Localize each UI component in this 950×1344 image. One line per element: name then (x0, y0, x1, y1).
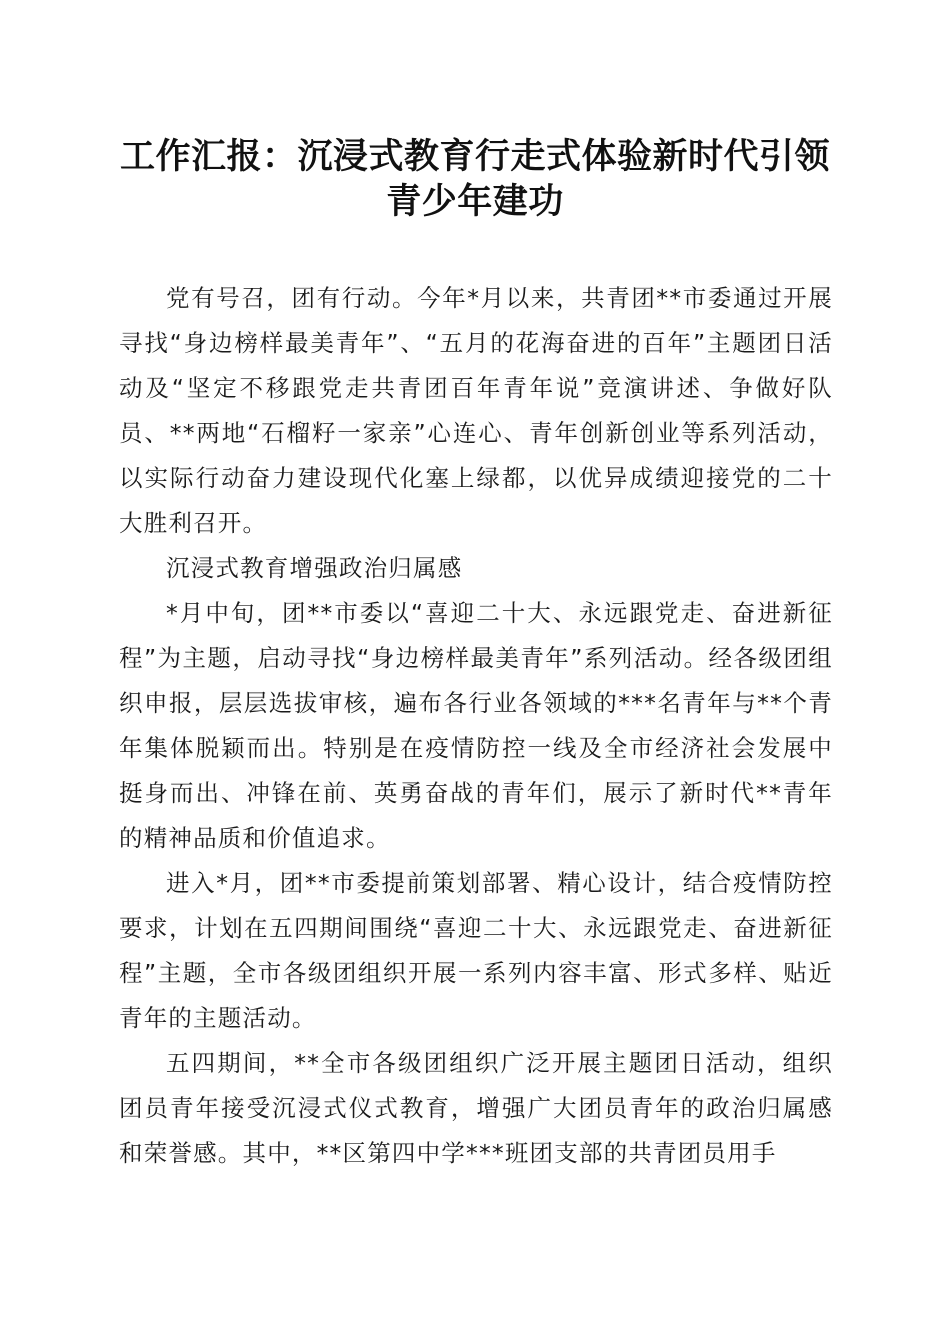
paragraph-planning: 进入*月，团**市委提前策划部署、精心设计，结合疫情防控要求，计划在五四期间围绕“喜迎二十大、永远跟党走、奋进新征程”主题，全市各级团组织开展一系列内容丰富、形式多样、贴近青年的主题活动。 (119, 869, 833, 1032)
paragraph-may-fourth: 五四期间，**全市各级团组织广泛开展主题团日活动，组织团员青年接受沉浸式仪式教育，增强广大团员青年的政治归属感和荣誉感。其中，**区第四中学***班团支部的共青团员用手 (119, 1049, 833, 1167)
title-line-1: 工作汇报：沉浸式教育行走式体验新时代引领 (119, 136, 830, 177)
section-heading: 沉浸式教育增强政治归属感 (166, 554, 463, 582)
paragraph-intro: 党有号召，团有行动。今年*月以来，共青团**市委通过开展寻找“身边榜样最美青年”、“五月的花海奋进的百年”主题团日活动及“坚定不移跟党走共青团百年青年说”竞演讲述、争做好队员、**两地“石榴籽一家亲”心连心、青年创新创业等系列活动，以实际行动奋力建设现代化塞上绿都，以优异成绩迎接党的二十大胜利召开。 (119, 284, 833, 537)
title-line-2: 青少年建功 (386, 181, 564, 222)
document-title (100, 134, 850, 224)
document-body (119, 276, 833, 1176)
paragraph-role-models: *月中旬，团**市委以“喜迎二十大、永远跟党走、奋进新征程”为主题，启动寻找“身边榜样最美青年”系列活动。经各级团组织申报，层层选拔审核，遍布各行业各领域的***名青年与**个青年集体脱颖而出。特别是在疫情防控一线及全市经济社会发展中挺身而出、冲锋在前、英勇奋战的青年们，展示了新时代**青年的精神品质和价值追求。 (119, 599, 833, 852)
